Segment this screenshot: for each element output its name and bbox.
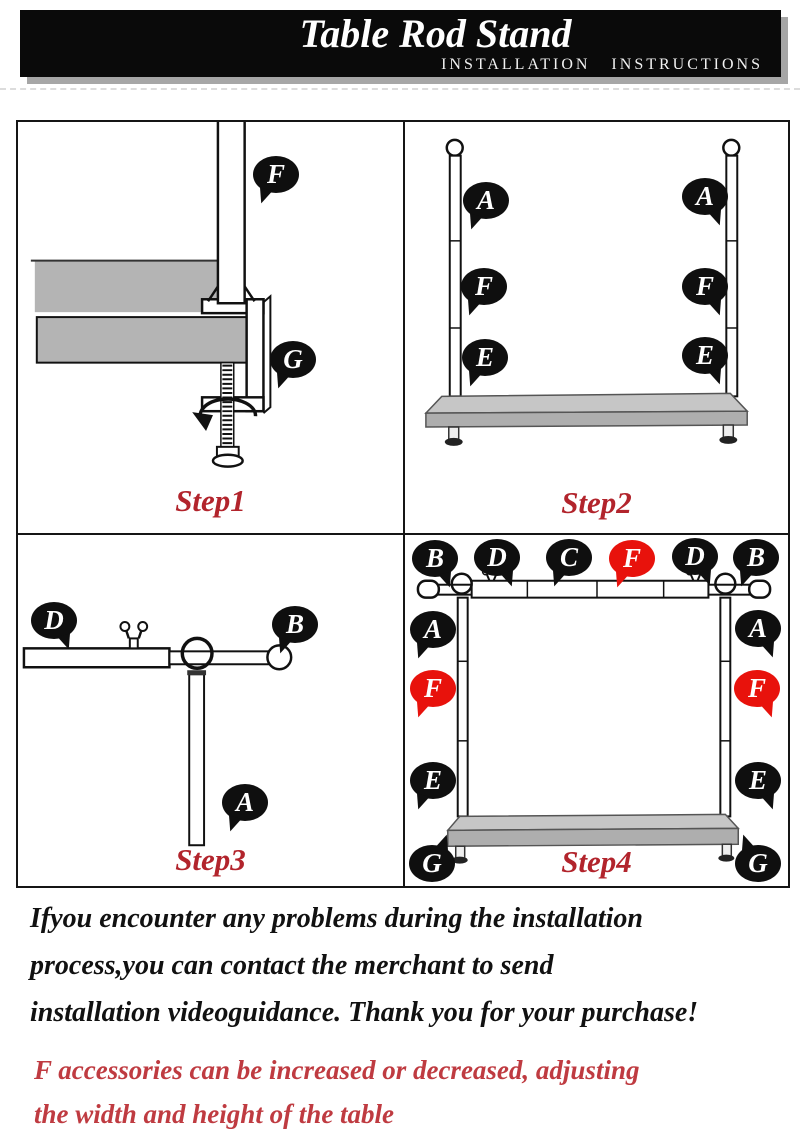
callout-bubble-e-left: [462, 339, 508, 376]
bubble-letter: A: [423, 614, 442, 644]
panel-step1: [18, 122, 405, 535]
bubble-letter: E: [748, 765, 767, 795]
bubble-letter: G: [422, 848, 442, 878]
panel-step3: [18, 535, 405, 886]
step1-label: Step1: [175, 483, 246, 518]
callout-bubble-b2: [733, 539, 779, 576]
support-note-line2: process,you can contact the merchant to send: [30, 950, 554, 981]
callout-bubble-g-right: [735, 845, 781, 882]
callout-bubble-d2: [672, 538, 718, 575]
bubble-letter: A: [476, 185, 495, 215]
bubble-letter: A: [695, 181, 714, 211]
step4-label: Step4: [561, 844, 632, 879]
dashed-divider: [0, 88, 800, 90]
bubble-letter: E: [423, 765, 442, 795]
header-banner: [20, 10, 781, 77]
callout-bubble-f-right: [682, 268, 728, 305]
support-note-line1: Ifyou encounter any problems during the installation: [30, 903, 643, 934]
callout-bubble-a-left: [463, 182, 509, 219]
bubble-letter: D: [44, 605, 64, 635]
bubble-letter: C: [559, 542, 578, 572]
step2-label: Step2: [561, 485, 632, 520]
accessory-note: [34, 1048, 789, 1135]
base-board: [426, 393, 747, 445]
callout-bubble-f-right: [734, 670, 780, 707]
bubble-letter: F: [423, 673, 442, 703]
callout-bubble-e-right: [682, 337, 728, 374]
page-subtitle: INSTALLATION INSTRUCTIONS: [441, 55, 763, 73]
step3-label: Step3: [175, 842, 246, 877]
right-pole: [720, 598, 730, 817]
bubble-letter: A: [748, 613, 767, 643]
support-note: [30, 895, 785, 1036]
step1-diagram: [18, 122, 403, 533]
bubble-letter: G: [283, 344, 303, 374]
callout-bubble-a-right: [735, 610, 781, 647]
bubble-letter: F: [474, 271, 493, 301]
wing-bolt: [120, 622, 147, 648]
bubble-letter: E: [475, 342, 494, 372]
accessory-note-line1: F accessories can be increased or decreased, adjusting: [34, 1055, 640, 1085]
step4-diagram: [405, 535, 788, 886]
bubble-letter: B: [746, 542, 765, 572]
step3-diagram: [18, 535, 403, 886]
left-pole: [458, 598, 468, 817]
bubble-letter: F: [266, 159, 285, 189]
callout-bubble-e-left: [410, 762, 456, 799]
callout-bubble-b: [272, 606, 318, 643]
callout-bubble-b1: [412, 540, 458, 577]
callout-bubble-d1: [474, 539, 520, 576]
clamp-screw: [213, 363, 243, 467]
callout-bubble-a-left: [410, 611, 456, 648]
bubble-letter: G: [748, 848, 768, 878]
wing-bolts: [483, 569, 705, 581]
vertical-pole: [187, 670, 206, 845]
bubble-letter: F: [747, 673, 766, 703]
panel-step4: [405, 535, 788, 886]
page-title: Table Rod Stand: [299, 10, 572, 56]
callout-bubble-a: [222, 784, 268, 821]
left-pole: [447, 140, 463, 397]
callout-bubble-g-left: [409, 845, 455, 882]
step2-diagram: [405, 122, 788, 533]
steps-grid: [16, 120, 790, 888]
bubble-letter: E: [695, 340, 714, 370]
callout-bubble-f-top: [609, 540, 655, 577]
bubble-letter: F: [622, 543, 641, 573]
bubble-letter: F: [695, 271, 714, 301]
bubble-letter: D: [487, 542, 507, 572]
callout-bubble-c: [546, 539, 592, 576]
panel-step2: [405, 122, 788, 535]
callout-bubble-a-right: [682, 178, 728, 215]
accessory-note-line2: the width and height of the table: [34, 1099, 395, 1129]
callout-bubble-d: [31, 602, 77, 639]
callout-bubble-g: [270, 341, 316, 378]
callout-bubble-f-left: [410, 670, 456, 707]
bubble-letter: A: [235, 787, 254, 817]
callout-bubble-e-right: [735, 762, 781, 799]
support-note-line3: installation videoguidance. Thank you for your purchase!: [30, 997, 699, 1028]
callout-bubble-f: [253, 156, 299, 193]
callout-bubble-f-left: [461, 268, 507, 305]
bubble-letter: D: [685, 541, 705, 571]
bubble-letter: B: [425, 543, 444, 573]
bubble-letter: B: [285, 609, 304, 639]
